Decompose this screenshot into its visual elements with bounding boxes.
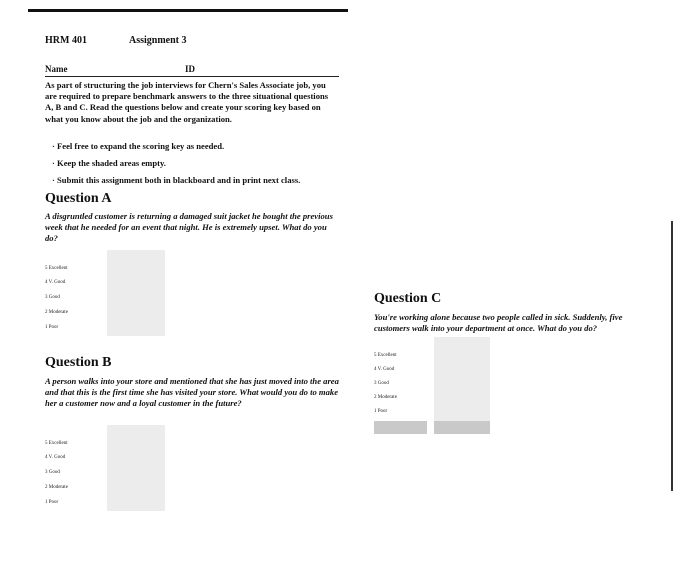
shaded-area-a	[107, 250, 165, 336]
page-edge-line	[671, 221, 673, 491]
name-id-row	[45, 64, 339, 77]
question-a-title: Question A	[45, 191, 112, 206]
scale-label: 3 Good	[45, 470, 60, 475]
scale-label: 2 Moderate	[374, 395, 397, 400]
name-label: Name	[45, 64, 68, 74]
top-rule	[28, 9, 348, 12]
bullet-item: · Feel free to expand the scoring key as needed.	[52, 141, 225, 151]
scale-label: 1 Poor	[374, 409, 388, 414]
shaded-footer-cell	[434, 421, 490, 434]
scale-label: 4 V. Good	[374, 367, 395, 372]
scale-label: 5 Excellent	[45, 441, 68, 446]
scale-label: 1 Poor	[45, 325, 59, 330]
question-c-title: Question C	[374, 291, 442, 306]
bullet-item: · Keep the shaded areas empty.	[52, 158, 166, 168]
scale-label: 5 Excellent	[374, 353, 397, 358]
shaded-footer-cell	[374, 421, 427, 434]
scale-label: 4 V. Good	[45, 280, 66, 285]
scale-label: 3 Good	[45, 295, 60, 300]
question-b-text: A person walks into your store and mentioned that she has just moved into the area and that this is the first time she has visited your store. What would you do to make her a customer now and a loyal customer in the future?	[45, 376, 339, 408]
id-label: ID	[185, 64, 196, 74]
shaded-area-b	[107, 425, 165, 511]
course-code: HRM 401	[45, 35, 87, 46]
scale-label: 5 Excellent	[45, 266, 68, 271]
question-c-text: You're working alone because two people called in sick. Suddenly, five customers walk into your department at once. What do you do?	[374, 312, 623, 333]
intro-paragraph: As part of structuring the job interviews for Chern's Sales Associate job, you are required to prepare benchmark answers to the three situational questions A, B and C. Read the questions below and create your scoring key based on what you know about the job and the organization.	[45, 80, 329, 124]
scale-label: 1 Poor	[45, 500, 59, 505]
scale-label: 2 Moderate	[45, 485, 68, 490]
bullet-item: · Submit this assignment both in blackboard and in print next class.	[52, 175, 301, 185]
shaded-area-c	[434, 337, 490, 421]
scale-label: 3 Good	[374, 381, 389, 386]
scale-label: 4 V. Good	[45, 455, 66, 460]
question-a-text: A disgruntled customer is returning a damaged suit jacket he bought the previous week that he needed for an event that night. He is extremely upset. What do you do?	[45, 211, 333, 243]
assignment-title: Assignment 3	[129, 35, 187, 46]
question-b-title: Question B	[45, 355, 112, 370]
scale-label: 2 Moderate	[45, 310, 68, 315]
